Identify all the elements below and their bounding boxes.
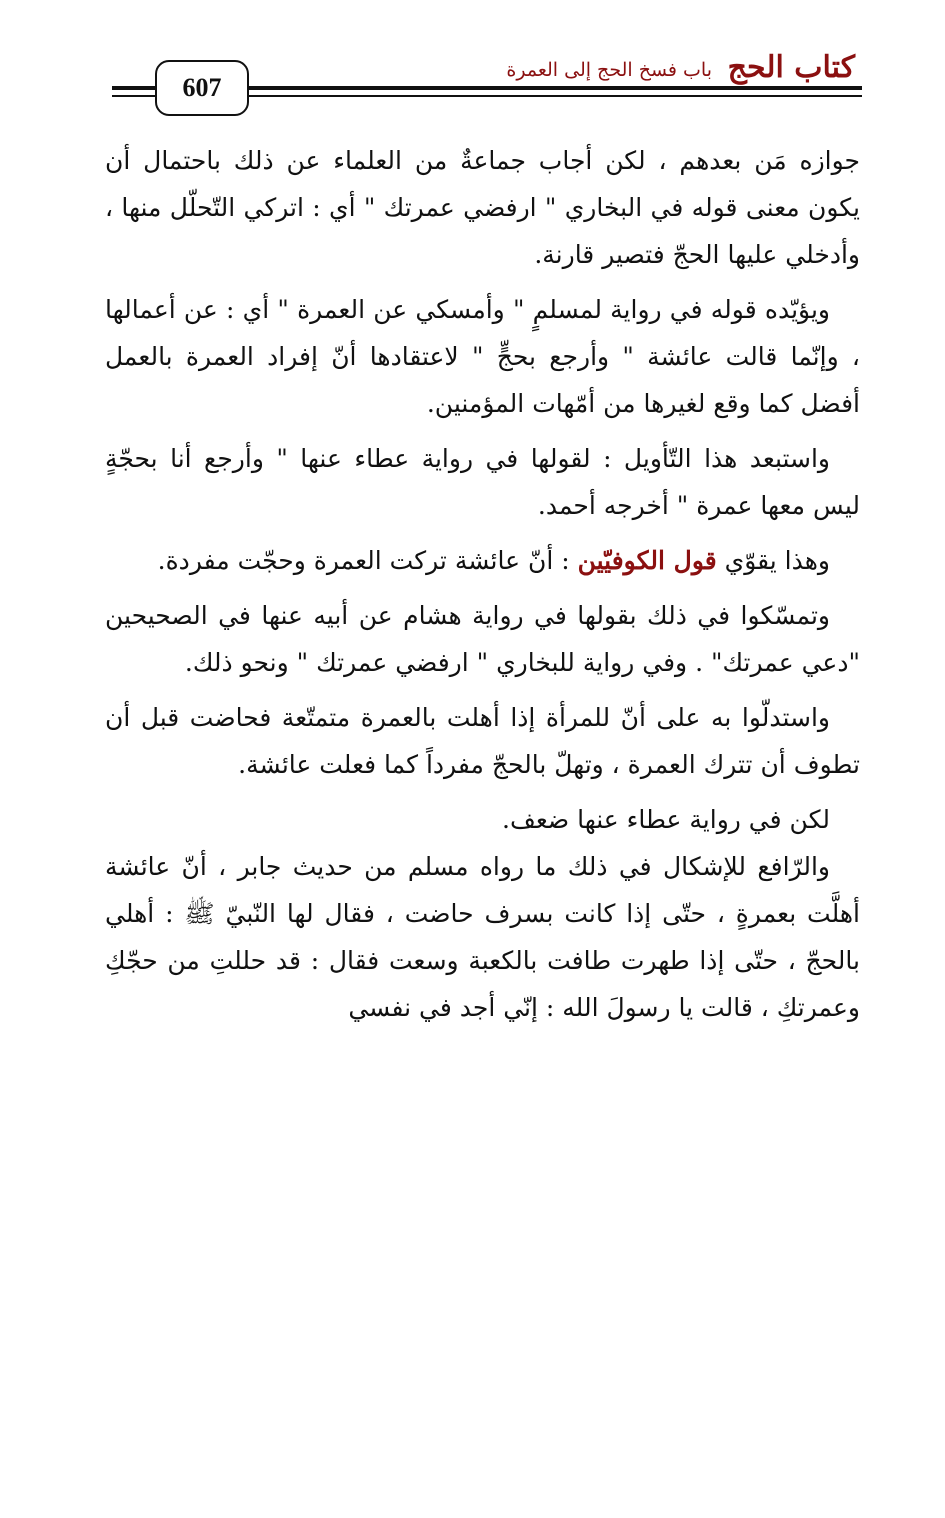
paragraph: ويؤيّده قوله في رواية لمسلمٍ " وأمسكي عن العمرة " أي : عن أعمالها ، وإنّما قالت عائشة " وأرجع بحجٍّ " لاعتقادها أنّ إفراد العمرة بالعمل أفضل كما وقع لغيرها من أمّهات المؤمنين.: [105, 295, 860, 418]
page-header: [0, 0, 945, 130]
paragraph: لكن في رواية عطاء عنها ضعف.: [502, 805, 830, 834]
paragraph: والرّافع للإشكال في ذلك ما رواه مسلم من حديث جابر ، أنّ عائشة أهلَّت بعمرةٍ ، حتّى إذا كانت بسرف حاضت ، فقال لها النّبيّ ﷺ : أهلي بالحجّ ، حتّى إذا طهرت طافت بالكعبة وسعت فقال : قد حللتِ من حجّكِ وعمرتكِ ، قالت يا رسولَ الله : إنّي أجد في نفسي: [105, 852, 860, 1022]
paragraph: [105, 537, 860, 584]
page-body: [105, 137, 860, 1039]
highlighted-term: قول الكوفيّين: [577, 546, 717, 575]
chapter-title: باب فسخ الحج إلى العمرة: [506, 59, 712, 81]
paragraph: واستبعد هذا التّأويل : لقولها في رواية عطاء عنها " وأرجع أنا بحجّةٍ ليس معها عمرة " أخرجه أحمد.: [105, 444, 860, 520]
paragraph-text: وهذا يقوّي: [716, 546, 830, 575]
paragraph-text: : أنّ عائشة تركت العمرة وحجّت مفردة.: [157, 546, 578, 575]
paragraph: وتمسّكوا في ذلك بقولها في رواية هشام عن أبيه عنها في الصحيحين "دعي عمرتك" . وفي رواية للبخاري " ارفضي عمرتك " ونحو ذلك.: [105, 601, 860, 677]
paragraph: جوازه مَن بعدهم ، لكن أجاب جماعةٌ من العلماء عن ذلك باحتمال أن يكون معنى قوله في البخاري " ارفضي عمرتك " أي : اتركي التّحلّل منها ، وأدخلي عليها الحجّ فتصير قارنة.: [105, 146, 860, 269]
page-number: 607: [155, 60, 249, 116]
paragraph: واستدلّوا به على أنّ للمرأة إذا أهلت بالعمرة متمتّعة فحاضت قبل أن تطوف أن تترك العمرة ، وتهلّ بالحجّ مفرداً كما فعلت عائشة.: [105, 703, 860, 779]
book-title: كتاب الحج: [727, 50, 855, 85]
